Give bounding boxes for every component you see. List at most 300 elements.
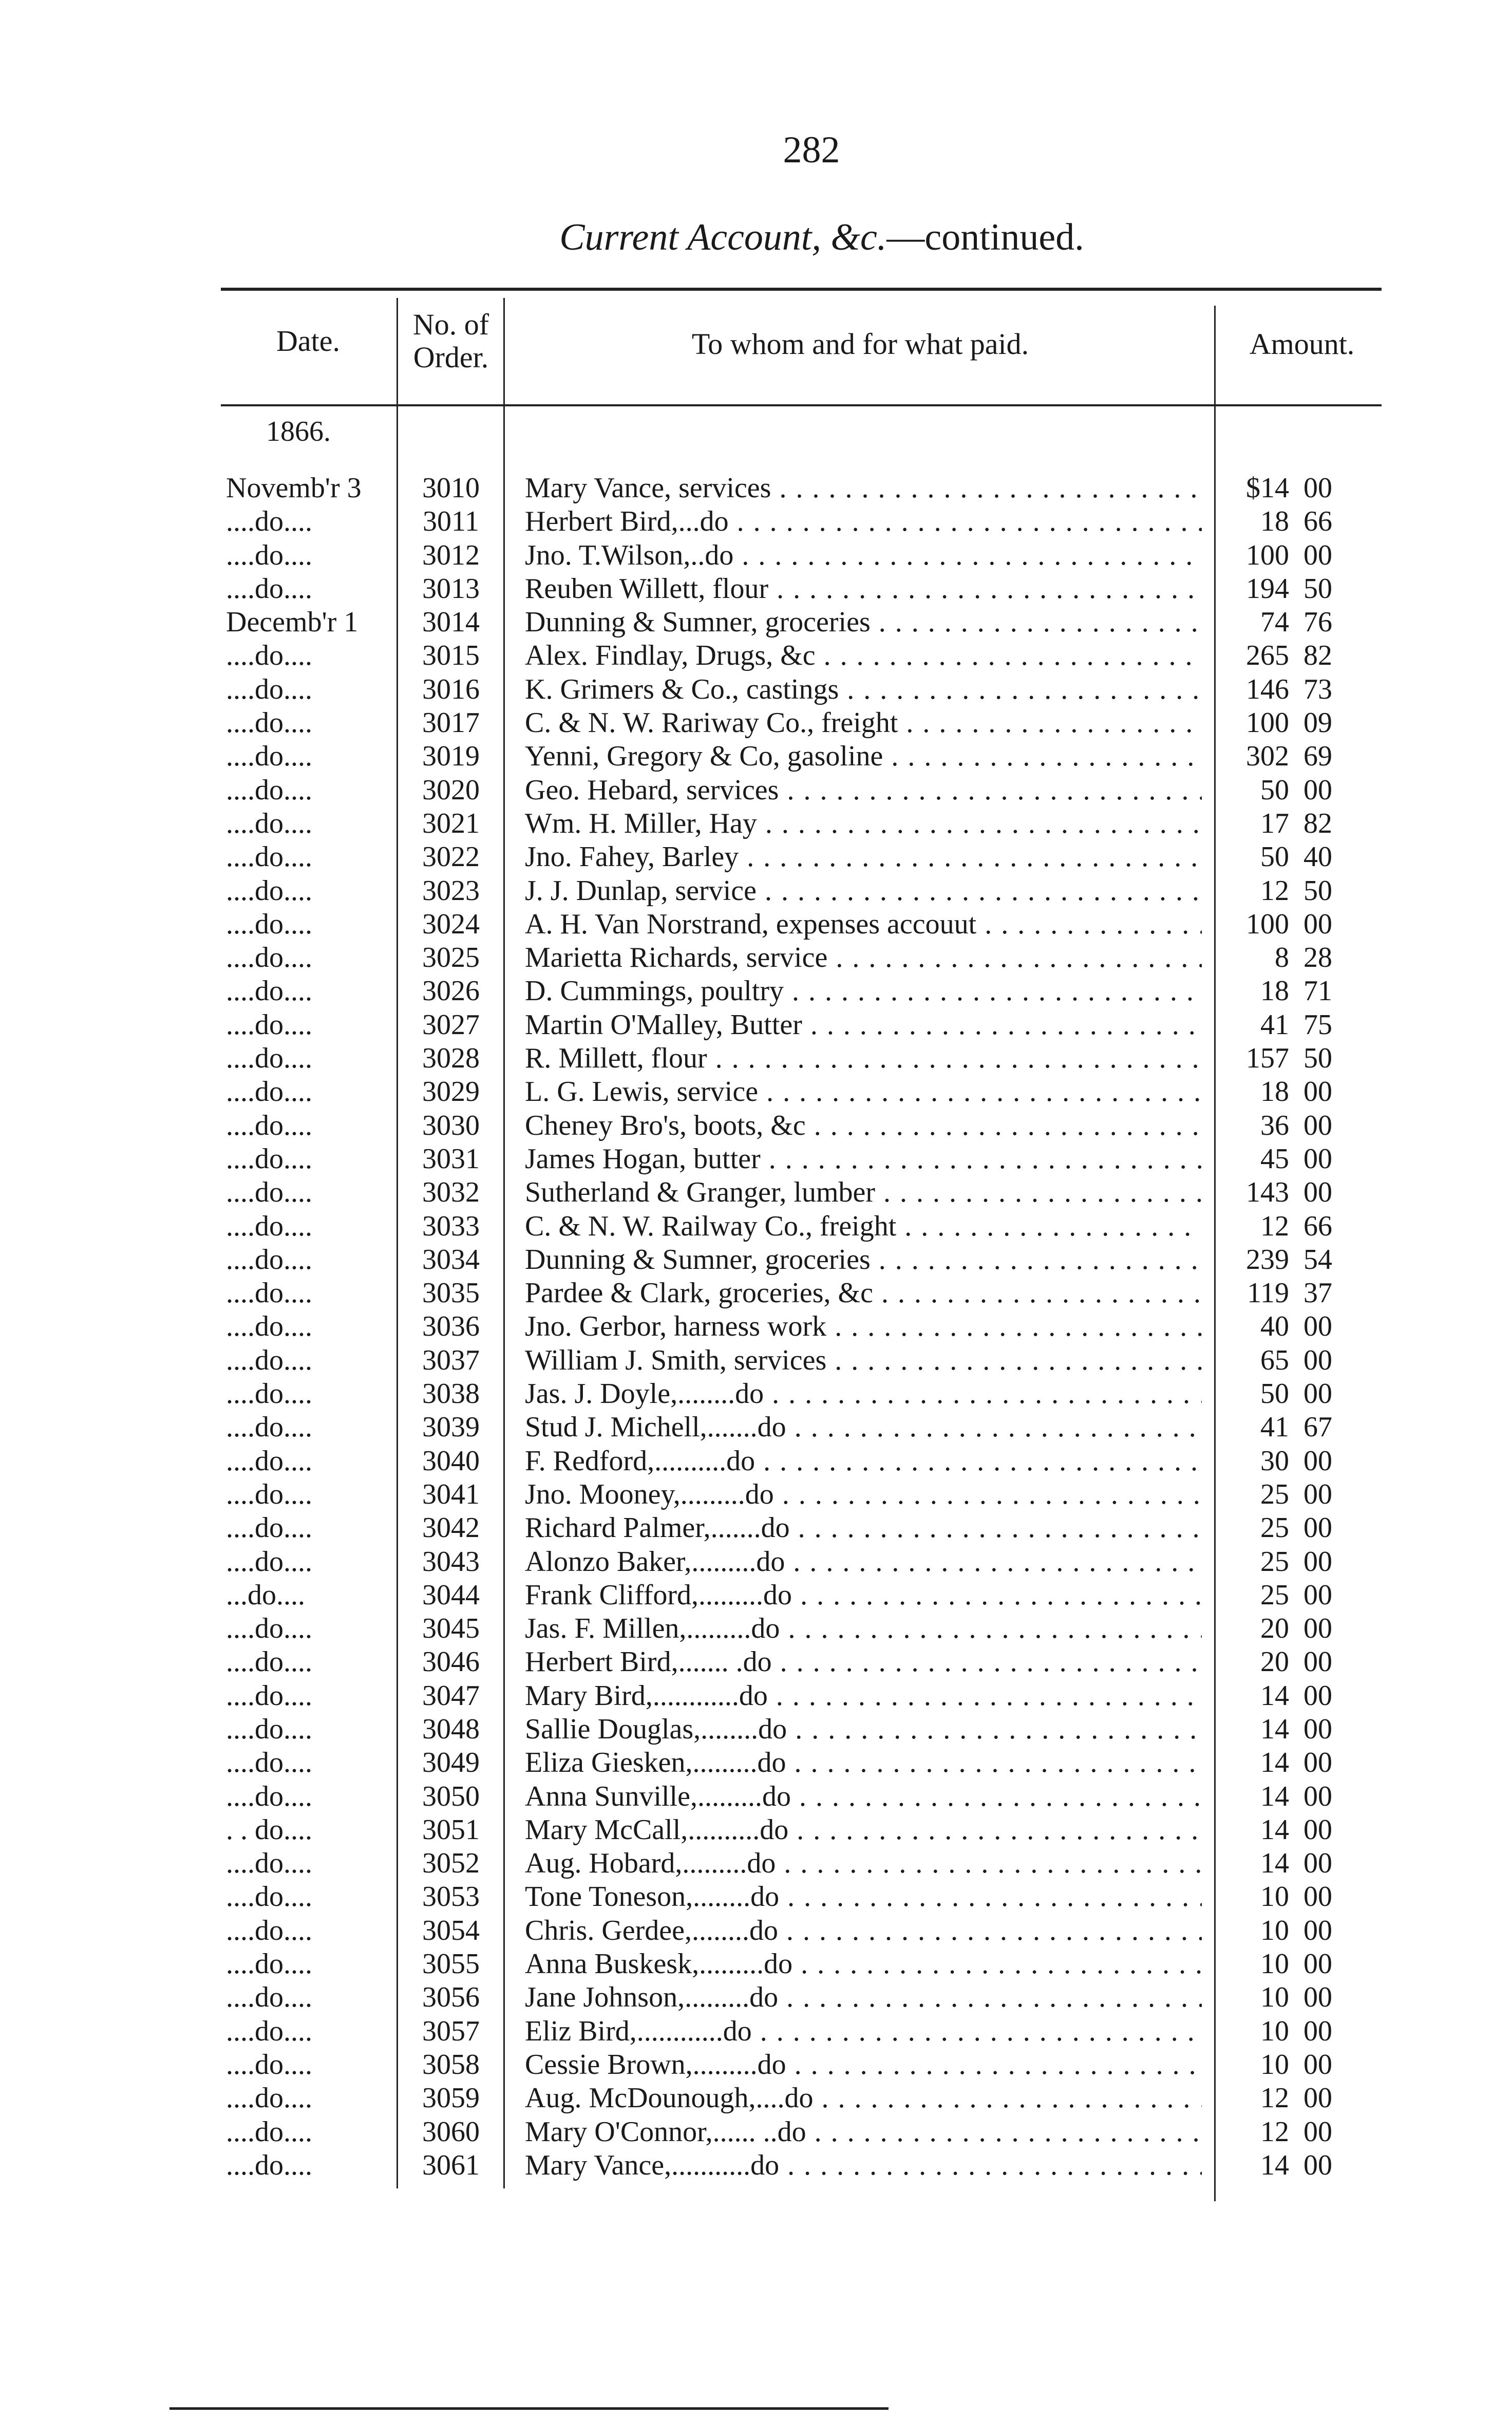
table-top-rule — [221, 288, 1382, 291]
row-date: ....do.... — [226, 1679, 312, 1712]
row-payee: Mary McCall,..........do . . . — [525, 1813, 1202, 1847]
row-amount-dollars: 18 — [1260, 505, 1289, 538]
table-row — [0, 1981, 1512, 2014]
table-row — [0, 1109, 1512, 1142]
row-amount-dollars: 30 — [1260, 1445, 1289, 1477]
row-amount-cents: 00 — [1303, 1076, 1332, 1108]
row-date: ....do.... — [226, 1747, 312, 1779]
column-header-date: Date. — [276, 324, 340, 358]
row-amount-dollars: 14 — [1260, 1847, 1289, 1880]
row-amount-cents: 00 — [1303, 1142, 1332, 1175]
row-amount-dollars: 265 — [1246, 640, 1289, 672]
table-row — [0, 874, 1512, 908]
table-row — [0, 1344, 1512, 1377]
row-order-number: 3022 — [422, 841, 480, 873]
row-amount-cents: 00 — [1303, 1613, 1332, 1645]
row-order-number: 3031 — [422, 1142, 480, 1175]
row-date: ....do.... — [226, 1646, 312, 1678]
row-amount-dollars: 100 — [1246, 707, 1289, 739]
row-payee: Jno. Fahey, Barley . . . — [525, 840, 1202, 874]
row-date: ....do.... — [226, 2015, 312, 2047]
row-order-number: 3058 — [422, 2048, 480, 2081]
row-payee: Richard Palmer,.......do . . . — [525, 1511, 1202, 1545]
table-row — [0, 472, 1512, 505]
row-date: ....do.... — [226, 908, 312, 940]
row-amount-dollars: 20 — [1260, 1646, 1289, 1678]
row-amount-cents: 66 — [1303, 505, 1332, 538]
row-amount-dollars: 10 — [1260, 2015, 1289, 2047]
row-payee: Wm. H. Miller, Hay . . . — [525, 807, 1202, 840]
table-row — [0, 1679, 1512, 1713]
row-amount-cents: 82 — [1303, 807, 1332, 839]
row-payee: Eliza Giesken,.........do . . . — [525, 1746, 1202, 1780]
row-amount-cents: 00 — [1303, 1445, 1332, 1477]
row-amount-cents: 69 — [1303, 740, 1332, 773]
row-amount-cents: 76 — [1303, 606, 1332, 639]
table-row — [0, 706, 1512, 740]
row-amount-cents: 00 — [1303, 1881, 1332, 1913]
row-date: ....do.... — [226, 1445, 312, 1477]
row-amount-dollars: 50 — [1260, 841, 1289, 873]
row-amount-dollars: 25 — [1260, 1512, 1289, 1544]
row-date: ....do.... — [226, 1981, 312, 2014]
row-amount-dollars: 12 — [1260, 1210, 1289, 1242]
row-amount-dollars: 40 — [1260, 1310, 1289, 1343]
row-amount-dollars: 12 — [1260, 2115, 1289, 2148]
row-date: ....do.... — [226, 2115, 312, 2148]
table-row — [0, 572, 1512, 606]
running-title — [360, 216, 1284, 259]
row-payee: Jno. Gerbor, harness work . . . — [525, 1310, 1202, 1343]
row-date: ....do.... — [226, 1478, 312, 1510]
row-amount-cents: 00 — [1303, 1847, 1332, 1880]
row-amount-cents: 00 — [1303, 1646, 1332, 1678]
row-payee: Marietta Richards, service . . . — [525, 941, 1202, 975]
row-amount-cents: 28 — [1303, 942, 1332, 974]
column-header-order — [400, 308, 502, 374]
row-amount-cents: 50 — [1303, 1042, 1332, 1075]
row-payee: Dunning & Sumner, groceries . . . — [525, 606, 1202, 639]
row-amount-dollars: 12 — [1260, 2082, 1289, 2114]
row-payee: Mary O'Connor,...... ..do . . . — [525, 2115, 1202, 2149]
table-row — [0, 2115, 1512, 2149]
row-amount-cents: 00 — [1303, 2149, 1332, 2181]
row-order-number: 3059 — [422, 2082, 480, 2114]
row-payee: Reuben Willett, flour . . . — [525, 572, 1202, 606]
row-payee: D. Cummings, poultry . . . — [525, 975, 1202, 1008]
row-order-number: 3051 — [422, 1813, 480, 1846]
row-date: ....do.... — [226, 1310, 312, 1343]
row-amount-dollars: 119 — [1247, 1277, 1289, 1309]
row-payee: Aug. Hobard,.........do . . . — [525, 1847, 1202, 1880]
row-date: Novemb'r 3 — [226, 472, 362, 504]
row-order-number: 3057 — [422, 2015, 480, 2047]
table-row — [0, 975, 1512, 1008]
column-header-order-line1: No. of — [412, 308, 489, 341]
row-order-number: 3036 — [422, 1310, 480, 1343]
row-amount-dollars: 8 — [1275, 942, 1289, 974]
table-row — [0, 1008, 1512, 1042]
row-payee: C. & N. W. Railway Co., freight . . . — [525, 1210, 1202, 1243]
table-row — [0, 1142, 1512, 1176]
row-date: ....do.... — [226, 1881, 312, 1913]
row-amount-dollars: 25 — [1260, 1478, 1289, 1510]
row-payee: Eliz Bird,............do . . . — [525, 2015, 1202, 2048]
row-amount-cents: 00 — [1303, 1378, 1332, 1410]
row-amount-dollars: 14 — [1260, 1679, 1289, 1712]
row-amount-cents: 00 — [1303, 1780, 1332, 1812]
table-row — [0, 1612, 1512, 1645]
row-amount-dollars: 146 — [1246, 673, 1289, 705]
table-row — [0, 1780, 1512, 1813]
row-order-number: 3015 — [422, 640, 480, 672]
table-row — [0, 1445, 1512, 1478]
row-date: ....do.... — [226, 975, 312, 1007]
row-payee: Mary Vance,...........do . . . — [525, 2149, 1202, 2182]
row-payee: Dunning & Sumner, groceries . . . — [525, 1243, 1202, 1277]
column-header-payee: To whom and for what paid. — [691, 327, 1029, 361]
row-order-number: 3027 — [422, 1008, 480, 1041]
table-row — [0, 740, 1512, 773]
row-date: ....do.... — [226, 1243, 312, 1276]
row-payee: Mary Bird,............do . . . — [525, 1679, 1202, 1713]
row-payee: R. Millett, flour . . . — [525, 1042, 1202, 1075]
row-date: ...do.... — [226, 1579, 305, 1611]
row-date: ....do.... — [226, 1210, 312, 1242]
row-payee: Cheney Bro's, boots, &c . . . — [525, 1109, 1202, 1142]
row-amount-cents: 00 — [1303, 1948, 1332, 1980]
row-payee: Herbert Bird,....... .do . . . — [525, 1645, 1202, 1679]
row-amount-dollars: 10 — [1260, 1914, 1289, 1946]
table-row — [0, 1277, 1512, 1310]
row-order-number: 3050 — [422, 1780, 480, 1812]
row-amount-cents: 00 — [1303, 2082, 1332, 2114]
row-date: ....do.... — [226, 740, 312, 773]
row-amount-cents: 00 — [1303, 539, 1332, 571]
row-order-number: 3053 — [422, 1881, 480, 1913]
row-date: ....do.... — [226, 505, 312, 538]
row-payee: Geo. Hebard, services . . . — [525, 774, 1202, 807]
row-amount-cents: 00 — [1303, 472, 1332, 504]
table-row — [0, 1914, 1512, 1947]
table-row — [0, 1847, 1512, 1880]
row-order-number: 3037 — [422, 1344, 480, 1376]
row-order-number: 3041 — [422, 1478, 480, 1510]
row-amount-cents: 00 — [1303, 2115, 1332, 2148]
row-amount-dollars: 10 — [1260, 1948, 1289, 1980]
row-amount-cents: 09 — [1303, 707, 1332, 739]
table-row — [0, 639, 1512, 672]
row-payee: Jno. T.Wilson,..do . . . — [525, 539, 1202, 572]
row-payee: Cessie Brown,.........do . . . — [525, 2048, 1202, 2082]
row-date: ....do.... — [226, 640, 312, 672]
row-payee: Pardee & Clark, groceries, &c . . . — [525, 1277, 1202, 1310]
table-row — [0, 539, 1512, 572]
row-order-number: 3048 — [422, 1713, 480, 1745]
row-order-number: 3014 — [422, 606, 480, 639]
row-amount-dollars: $14 — [1246, 472, 1289, 504]
row-amount-dollars: 65 — [1260, 1344, 1289, 1376]
row-amount-cents: 66 — [1303, 1210, 1332, 1242]
table-row — [0, 1511, 1512, 1545]
row-order-number: 3047 — [422, 1679, 480, 1712]
row-amount-dollars: 14 — [1260, 1780, 1289, 1812]
row-amount-cents: 00 — [1303, 1747, 1332, 1779]
table-row — [0, 1947, 1512, 1981]
row-date: ....do.... — [226, 572, 312, 605]
row-payee: A. H. Van Norstrand, expenses accouut . . . — [525, 908, 1202, 941]
row-payee: Jane Johnson,.........do . . . — [525, 1981, 1202, 2014]
table-row — [0, 1478, 1512, 1511]
row-amount-dollars: 25 — [1260, 1545, 1289, 1578]
row-date: ....do.... — [226, 1411, 312, 1444]
row-amount-cents: 50 — [1303, 572, 1332, 605]
row-date: ....do.... — [226, 807, 312, 839]
row-amount-cents: 67 — [1303, 1411, 1332, 1444]
row-date: ....do.... — [226, 1109, 312, 1141]
row-order-number: 3055 — [422, 1948, 480, 1980]
row-order-number: 3020 — [422, 774, 480, 806]
row-amount-cents: 37 — [1303, 1277, 1332, 1309]
row-order-number: 3016 — [422, 673, 480, 705]
table-row — [0, 1411, 1512, 1444]
column-header-amount: Amount. — [1249, 327, 1355, 361]
page-number: 282 — [783, 129, 840, 171]
row-order-number: 3024 — [422, 908, 480, 940]
page-bottom-rule — [169, 2407, 889, 2410]
table-row — [0, 1579, 1512, 1612]
row-date: ....do.... — [226, 1142, 312, 1175]
row-date: ....do.... — [226, 1914, 312, 1946]
row-amount-cents: 00 — [1303, 1478, 1332, 1510]
table-row — [0, 1310, 1512, 1343]
row-payee: K. Grimers & Co., castings . . . — [525, 673, 1202, 706]
row-amount-cents: 00 — [1303, 1981, 1332, 2014]
row-payee: Mary Vance, services . . . — [525, 472, 1202, 505]
row-amount-cents: 75 — [1303, 1008, 1332, 1041]
table-row — [0, 1645, 1512, 1679]
ledger-rows — [0, 472, 1512, 2182]
row-order-number: 3035 — [422, 1277, 480, 1309]
row-payee: Tone Toneson,........do . . . — [525, 1880, 1202, 1914]
row-order-number: 3049 — [422, 1747, 480, 1779]
row-payee: Anna Sunville,.........do . . . — [525, 1780, 1202, 1813]
row-amount-cents: 73 — [1303, 673, 1332, 705]
row-date: ....do.... — [226, 1613, 312, 1645]
row-order-number: 3028 — [422, 1042, 480, 1075]
running-title-italic: Current Account, &c. — [559, 216, 887, 258]
row-order-number: 3011 — [423, 505, 479, 538]
row-order-number: 3038 — [422, 1378, 480, 1410]
row-date: ....do.... — [226, 1948, 312, 1980]
row-order-number: 3054 — [422, 1914, 480, 1946]
row-amount-cents: 40 — [1303, 841, 1332, 873]
table-row — [0, 505, 1512, 538]
table-row — [0, 774, 1512, 807]
row-payee: Jno. Mooney,.........do . . . — [525, 1478, 1202, 1511]
row-date: ....do.... — [226, 1512, 312, 1544]
table-row — [0, 1377, 1512, 1411]
row-date: ....do.... — [226, 2048, 312, 2081]
row-amount-dollars: 45 — [1260, 1142, 1289, 1175]
table-row — [0, 1042, 1512, 1075]
row-date: ....do.... — [226, 841, 312, 873]
row-order-number: 3021 — [422, 807, 480, 839]
row-order-number: 3040 — [422, 1445, 480, 1477]
row-date: Decemb'r 1 — [226, 606, 358, 639]
row-payee: Stud J. Michell,.......do . . . — [525, 1411, 1202, 1444]
table-row — [0, 2015, 1512, 2048]
row-date: ....do.... — [226, 774, 312, 806]
row-order-number: 3042 — [422, 1512, 480, 1544]
row-amount-dollars: 10 — [1260, 2048, 1289, 2081]
row-date: ....do.... — [226, 1344, 312, 1376]
row-amount-dollars: 18 — [1260, 975, 1289, 1007]
row-order-number: 3017 — [422, 707, 480, 739]
row-amount-cents: 00 — [1303, 1713, 1332, 1745]
row-payee: Aug. McDounough,....do . . . — [525, 2082, 1202, 2115]
row-date: ....do.... — [226, 707, 312, 739]
row-amount-cents: 00 — [1303, 908, 1332, 940]
row-amount-dollars: 25 — [1260, 1579, 1289, 1611]
row-amount-cents: 00 — [1303, 1310, 1332, 1343]
row-date: ....do.... — [226, 1277, 312, 1309]
row-payee: F. Redford,..........do . . . — [525, 1445, 1202, 1478]
row-order-number: 3043 — [422, 1545, 480, 1578]
table-row — [0, 807, 1512, 840]
row-date: . . do.... — [226, 1813, 312, 1846]
row-amount-dollars: 14 — [1260, 2149, 1289, 2181]
table-row — [0, 1075, 1512, 1109]
row-amount-dollars: 36 — [1260, 1109, 1289, 1141]
row-amount-dollars: 100 — [1246, 539, 1289, 571]
row-amount-cents: 00 — [1303, 2048, 1332, 2081]
row-order-number: 3044 — [422, 1579, 480, 1611]
table-row — [0, 1713, 1512, 1746]
row-payee: Jas. J. Doyle,........do . . . — [525, 1377, 1202, 1411]
row-order-number: 3019 — [422, 740, 480, 773]
row-amount-dollars: 14 — [1260, 1813, 1289, 1846]
row-amount-cents: 00 — [1303, 1512, 1332, 1544]
table-row — [0, 1210, 1512, 1243]
table-row — [0, 941, 1512, 975]
row-order-number: 3026 — [422, 975, 480, 1007]
row-amount-dollars: 239 — [1246, 1243, 1289, 1276]
row-payee: Sallie Douglas,........do . . . — [525, 1713, 1202, 1746]
row-order-number: 3033 — [422, 1210, 480, 1242]
row-payee: Jas. F. Millen,.........do . . . — [525, 1612, 1202, 1645]
row-order-number: 3046 — [422, 1646, 480, 1678]
table-row — [0, 840, 1512, 874]
row-amount-dollars: 50 — [1260, 774, 1289, 806]
row-amount-dollars: 50 — [1260, 1378, 1289, 1410]
row-payee: Alex. Findlay, Drugs, &c . . . — [525, 639, 1202, 672]
row-amount-dollars: 20 — [1260, 1613, 1289, 1645]
row-order-number: 3010 — [422, 472, 480, 504]
row-date: ....do.... — [226, 942, 312, 974]
row-amount-dollars: 302 — [1246, 740, 1289, 773]
row-payee: Anna Buskesk,.........do . . . — [525, 1947, 1202, 1981]
row-payee: Sutherland & Granger, lumber . . . — [525, 1176, 1202, 1209]
row-amount-dollars: 41 — [1260, 1008, 1289, 1041]
row-amount-dollars: 10 — [1260, 1981, 1289, 2014]
row-amount-cents: 00 — [1303, 1914, 1332, 1946]
year-label: 1866. — [266, 416, 331, 447]
row-order-number: 3060 — [422, 2115, 480, 2148]
row-date: ....do.... — [226, 1076, 312, 1108]
row-payee: William J. Smith, services . . . — [525, 1344, 1202, 1377]
row-amount-cents: 00 — [1303, 1545, 1332, 1578]
row-amount-cents: 00 — [1303, 1679, 1332, 1712]
row-amount-dollars: 143 — [1246, 1176, 1289, 1209]
column-header-order-line2: Order. — [413, 341, 489, 374]
row-payee: Frank Clifford,.........do . . . — [525, 1579, 1202, 1612]
running-title-continued: —continued. — [886, 216, 1084, 258]
row-amount-dollars: 14 — [1260, 1747, 1289, 1779]
table-row — [0, 1243, 1512, 1277]
row-order-number: 3056 — [422, 1981, 480, 2014]
table-row — [0, 1545, 1512, 1579]
table-row — [0, 1813, 1512, 1847]
row-order-number: 3034 — [422, 1243, 480, 1276]
row-date: ....do.... — [226, 2082, 312, 2114]
row-amount-dollars: 74 — [1260, 606, 1289, 639]
row-payee: Herbert Bird,...do . . . — [525, 505, 1202, 538]
row-date: ....do.... — [226, 1176, 312, 1209]
row-payee: James Hogan, butter . . . — [525, 1142, 1202, 1176]
row-amount-cents: 50 — [1303, 874, 1332, 907]
row-payee: J. J. Dunlap, service . . . — [525, 874, 1202, 908]
row-amount-cents: 00 — [1303, 1176, 1332, 1209]
row-amount-cents: 00 — [1303, 1813, 1332, 1846]
row-payee: Yenni, Gregory & Co, gasoline . . . — [525, 740, 1202, 773]
row-date: ....do.... — [226, 1008, 312, 1041]
row-payee: Chris. Gerdee,........do . . . — [525, 1914, 1202, 1947]
row-amount-cents: 54 — [1303, 1243, 1332, 1276]
row-payee: Martin O'Malley, Butter . . . — [525, 1008, 1202, 1042]
table-row — [0, 908, 1512, 941]
row-amount-dollars: 17 — [1260, 807, 1289, 839]
table-row — [0, 673, 1512, 706]
row-date: ....do.... — [226, 1847, 312, 1880]
row-date: ....do.... — [226, 1780, 312, 1812]
table-row — [0, 1880, 1512, 1914]
row-amount-cents: 00 — [1303, 1109, 1332, 1141]
row-amount-dollars: 18 — [1260, 1076, 1289, 1108]
row-order-number: 3039 — [422, 1411, 480, 1444]
row-order-number: 3061 — [422, 2149, 480, 2181]
row-order-number: 3052 — [422, 1847, 480, 1880]
row-amount-dollars: 10 — [1260, 1881, 1289, 1913]
row-date: ....do.... — [226, 673, 312, 705]
row-order-number: 3025 — [422, 942, 480, 974]
row-order-number: 3023 — [422, 874, 480, 907]
row-order-number: 3030 — [422, 1109, 480, 1141]
table-row — [0, 2048, 1512, 2082]
row-payee: Alonzo Baker,.........do . . . — [525, 1545, 1202, 1579]
row-date: ....do.... — [226, 539, 312, 571]
row-date: ....do.... — [226, 2149, 312, 2181]
row-amount-dollars: 194 — [1246, 572, 1289, 605]
row-amount-cents: 00 — [1303, 774, 1332, 806]
row-amount-cents: 00 — [1303, 1344, 1332, 1376]
row-amount-cents: 00 — [1303, 2015, 1332, 2047]
row-amount-dollars: 157 — [1246, 1042, 1289, 1075]
row-amount-dollars: 14 — [1260, 1713, 1289, 1745]
row-order-number: 3045 — [422, 1613, 480, 1645]
row-order-number: 3029 — [422, 1076, 480, 1108]
row-date: ....do.... — [226, 1713, 312, 1745]
